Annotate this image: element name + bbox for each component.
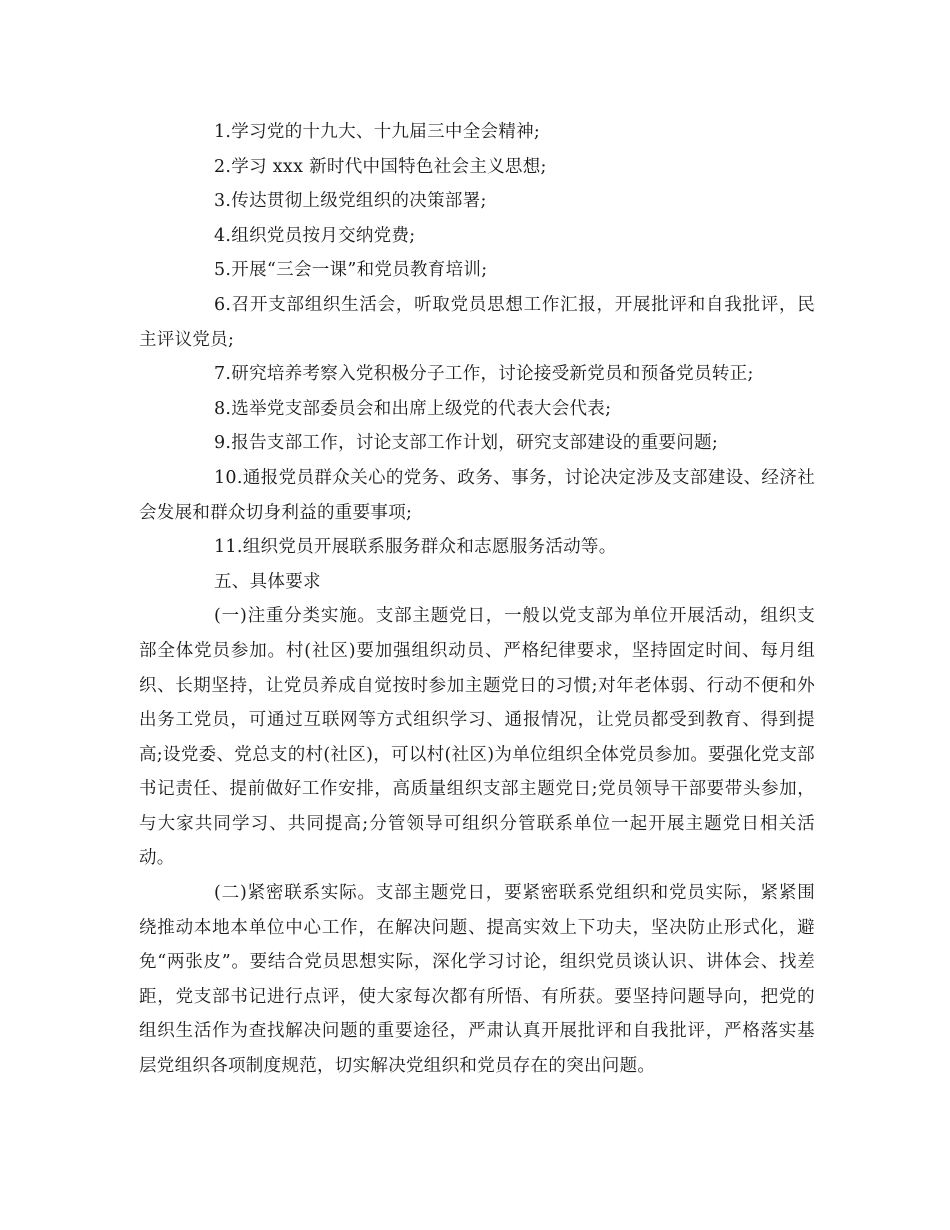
list-item: 5.开展“三会一课”和党员教育培训; <box>214 260 488 281</box>
list-item: 10.通报党员群众关心的党务、政务、事务，讨论决定涉及支部建设、经济社会发展和群众切身利益的重要事项; <box>139 467 815 523</box>
list-item: 4.组织党员按月交纳党费; <box>214 225 416 246</box>
list-item: 8.选举党支部委员会和出席上级党的代表大会代表; <box>214 398 612 419</box>
section-heading: 五、具体要求 <box>214 571 321 592</box>
list-item: 2.学习 xxx 新时代中国特色社会主义思想; <box>214 156 547 177</box>
list-item: 1.学习党的十九大、十九届三中全会精神; <box>214 122 541 142</box>
document-body <box>139 115 815 1084</box>
list-item: 7.研究培养考察入党积极分子工作，讨论接受新党员和预备党员转正; <box>214 364 754 385</box>
list-item: 3.传达贯彻上级党组织的决策部署; <box>214 191 487 212</box>
list-item: 6.召开支部组织生活会，听取党员思想工作汇报，开展批评和自我批评，民主评议党员; <box>139 294 815 350</box>
paragraph-connect-with-reality: (二)紧密联系实际。支部主题党日，要紧密联系党组织和党员实际，紧紧围绕推动本地本单位中心工作，在解决问题、提高实效上下功夫，坚决防止形式化，避免“两张皮”。要结合党员思想实际，深化学习讨论，组织党员谈认识、讲体会、找差距，党支部书记进行点评，使大家每次都有所悟、有所获。要坚持问题导向，把党的组织生活作为查找解决问题的重要途径，严肃认真开展批评和自我批评，严格落实基层党组织各项制度规范，切实解决党组织和党员存在的突出问题。 <box>139 883 815 1077</box>
list-item: 9.报告支部工作，讨论支部工作计划，研究支部建设的重要问题; <box>214 433 719 454</box>
list-item: 11.组织党员开展联系服务群众和志愿服务活动等。 <box>214 537 617 558</box>
paragraph-classified-implementation: (一)注重分类实施。支部主题党日，一般以党支部为单位开展活动，组织支部全体党员参加。村(社区)要加强组织动员、严格纪律要求，坚持固定时间、每月组织、长期坚持，让党员养成自觉按时参加主题党日的习惯;对年老体弱、行动不便和外出务工党员，可通过互联网等方式组织学习、通报情况，让党员都受到教育、得到提高;设党委、党总支的村(社区)，可以村(社区)为单位组织全体党员参加。要强化党支部书记责任、提前做好工作安排，高质量组织支部主题党日;党员领导干部要带头参加，与大家共同学习、共同提高;分管领导可组织分管联系单位一起开展主题党日相关活动。 <box>139 606 815 869</box>
